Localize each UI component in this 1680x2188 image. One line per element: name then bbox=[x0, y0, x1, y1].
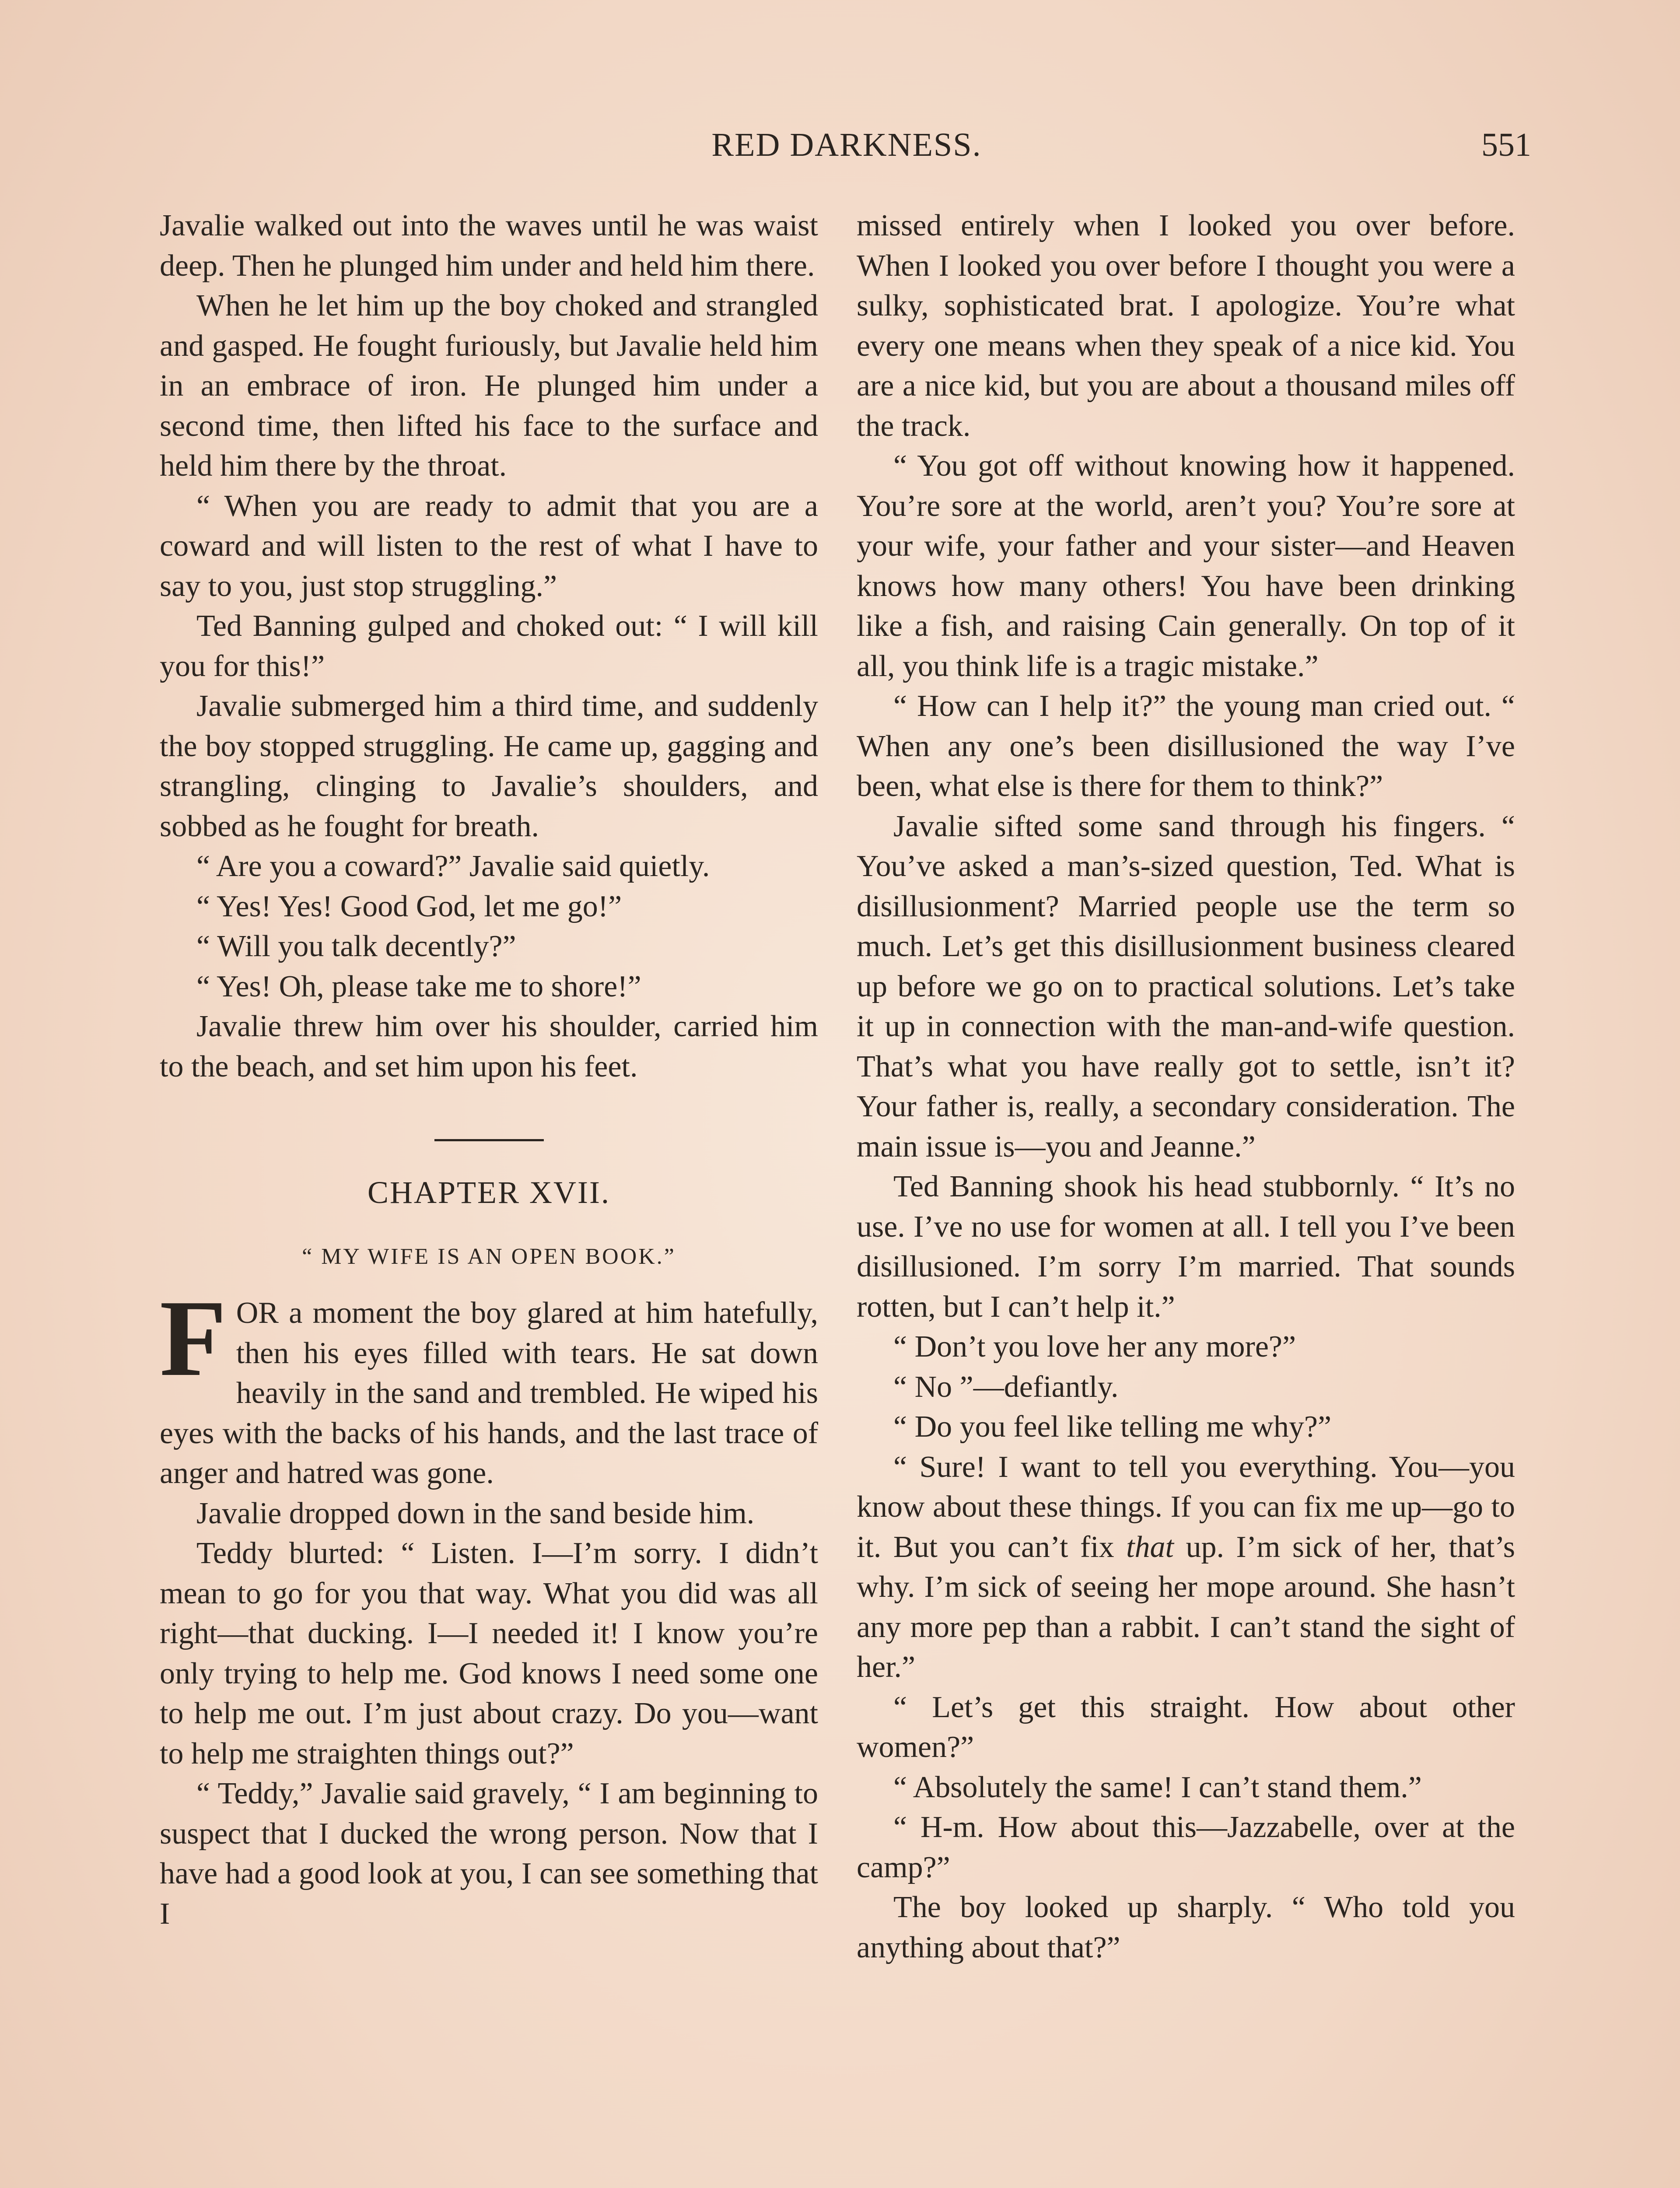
page-number: 551 bbox=[1481, 126, 1531, 163]
paragraph: “ Absolutely the same! I can’t stand them.” bbox=[893, 1770, 1422, 1804]
paragraph: “ H-m. How about this—Jazzabelle, over at the camp?” bbox=[857, 1810, 1515, 1884]
paragraph: “ Don’t you love her any more?” bbox=[893, 1330, 1296, 1364]
section-divider bbox=[434, 1139, 544, 1141]
paragraph: Teddy blurted: “ Listen. I—I’m sorry. I didn’t mean to go for you that way. What you did was all right—that ducking. I—I needed it! I know you’re only trying to help me. God knows I need some one to help me out. I’m just about crazy. Do you—want to help me straighten things out?” bbox=[160, 1536, 818, 1771]
paragraph: Javalie walked out into the waves until he was waist deep. Then he plunged him under and held him there. bbox=[160, 209, 818, 283]
paragraph: Javalie dropped down in the sand beside him. bbox=[196, 1496, 755, 1530]
paragraph: “ Do you feel like telling me why?” bbox=[893, 1410, 1332, 1444]
opening-paragraph-text: OR a moment the boy glared at him hatefully, then his eyes filled with tears. He sat down heavily in the sand and trembled. He wiped his eyes with the backs of his hands, and the last trace of anger and hatred was gone. bbox=[160, 1296, 818, 1490]
opening-paragraph bbox=[160, 1278, 818, 1494]
paragraph: “ How can I help it?” the young man cried out. “ When any one’s been disillusioned the way I’ve been, what else is there for them to think?” bbox=[857, 689, 1515, 803]
paragraph: The boy looked up sharply. “ Who told you anything about that?” bbox=[857, 1890, 1515, 1964]
chapter-heading: CHAPTER XVII. bbox=[368, 1175, 610, 1210]
paragraph: Ted Banning gulped and choked out: “ I will kill you for this!” bbox=[160, 609, 818, 683]
running-title: RED DARKNESS. bbox=[711, 126, 982, 163]
paragraph: “ Will you talk decently?” bbox=[196, 929, 516, 963]
paragraph: Javalie threw him over his shoulder, carried him to the beach, and set him upon his feet. bbox=[160, 1010, 818, 1083]
paragraph: missed entirely when I looked you over before. When I looked you over before I thought you were a sulky, sophisticated brat. I apologize. You’re what every one means when they speak of a nice kid. You are a nice kid, but you are about a thousand miles off the track. bbox=[857, 209, 1515, 443]
drop-cap: F bbox=[160, 1278, 227, 1399]
paragraph: When he let him up the boy choked and strangled and gasped. He fought furiously, but Javalie held him in an embrace of iron. He plunged him under a second time, then lifted his face to the surface and held him there by the throat. bbox=[160, 289, 818, 483]
paragraph bbox=[857, 1447, 1515, 1687]
emphasis: that bbox=[1126, 1530, 1174, 1564]
paragraph: Javalie sifted some sand through his fingers. “ You’ve asked a man’s-sized question, Ted. What is disillusionment? Married people use the term so much. Let’s get this disillusionment business cleared up before we go on to practical solutions. Let’s take it up in connection with the man-and-wife question. That’s what you have really got to settle, isn’t it? Your father is, really, a secondary consideration. The main issue is—you and Jeanne.” bbox=[857, 809, 1515, 1164]
paragraph: Ted Banning shook his head stubbornly. “ It’s no use. I’ve no use for women at all. I tell you I’ve been disillusioned. I’m sorry I’m married. That sounds rotten, but I can’t help it.” bbox=[857, 1170, 1515, 1324]
paragraph: “ Yes! Yes! Good God, let me go!” bbox=[196, 889, 622, 923]
chapter-subtitle: “ MY WIFE IS AN OPEN BOOK.” bbox=[302, 1244, 676, 1269]
paragraph: Javalie submerged him a third time, and suddenly the boy stopped struggling. He came up, gagging and strangling, clinging to Javalie’s shoulders, and sobbed as he fought for breath. bbox=[160, 689, 818, 843]
paragraph: “ You got off without knowing how it happened. You’re sore at the world, aren’t you? You’re sore at your wife, your father and your sister—and Heaven knows how many others! You have been drinking like a fish, and raising Cain generally. On top of it all, you think life is a tragic mistake.” bbox=[857, 449, 1515, 683]
paragraph: “ Teddy,” Javalie said gravely, “ I am beginning to suspect that I ducked the wrong person. Now that I have had a good look at you, I can see something that I bbox=[160, 1777, 818, 1931]
paragraph-text: up. I’m sick of her, that’s why. I’m sick of seeing her mope around. She hasn’t any more pep than a rabbit. I can’t stand the sight of her.” bbox=[857, 1530, 1515, 1684]
paragraph: “ When you are ready to admit that you are a coward and will listen to the rest of what I have to say to you, just stop struggling.” bbox=[160, 489, 818, 603]
page-header bbox=[162, 126, 1531, 174]
paragraph: “ Let’s get this straight. How about other women?” bbox=[857, 1690, 1515, 1764]
paragraph: “ Are you a coward?” Javalie said quietly. bbox=[196, 849, 710, 883]
paragraph: “ Yes! Oh, please take me to shore!” bbox=[196, 969, 641, 1003]
left-column bbox=[160, 206, 818, 1934]
right-column bbox=[857, 206, 1515, 1967]
paragraph: “ No ”—defiantly. bbox=[893, 1370, 1119, 1404]
paragraph-text: “ Sure! I want to tell you everything. You—you know about these things. If you can fix me up—go to it. But you can’t fix bbox=[857, 1450, 1515, 1564]
